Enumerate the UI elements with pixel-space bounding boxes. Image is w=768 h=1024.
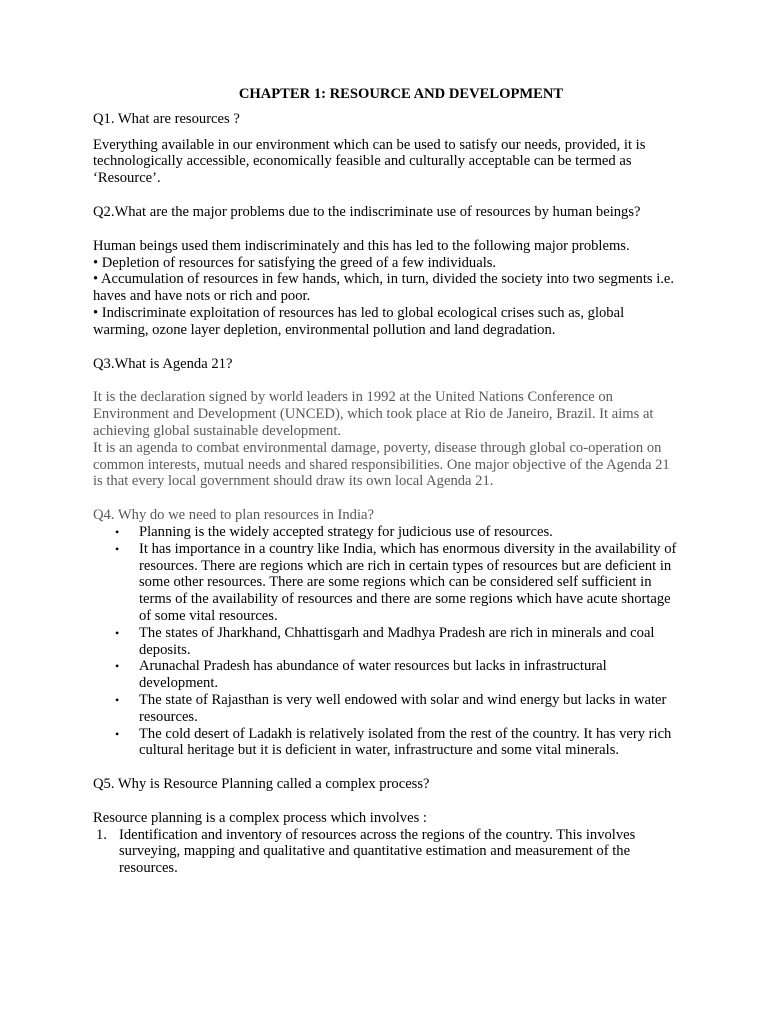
q3-question: Q3.What is Agenda 21?: [93, 355, 233, 372]
q5-intro: Resource planning is a complex process which involves :: [93, 809, 427, 826]
item-number: 1.: [96, 826, 107, 843]
chapter-title: CHAPTER 1: RESOURCE AND DEVELOPMENT: [238, 86, 564, 102]
list-item: • The state of Rajasthan is very well endowed with solar and wind energy but lacks in water resources.: [115, 691, 667, 725]
q5-numbered-list: [93, 827, 683, 877]
bullet-icon: •: [115, 692, 120, 707]
list-item: • Arunachal Pradesh has abundance of water resources but lacks in infrastructural development.: [115, 658, 607, 692]
list-item: • The cold desert of Ladakh is relatively isolated from the rest of the country. It has very rich cultural heritage but it is deficient in water, infrastructure and some vital minerals.: [115, 725, 672, 759]
q1-answer: Everything available in our environment which can be used to satisfy our needs, provided, it is technologically accessible, economically feasible and culturally acceptable can be termed as ‘Resource’.: [93, 136, 646, 187]
bullet-icon: •: [115, 625, 120, 640]
bullet-icon: •: [115, 659, 120, 674]
q2-question: Q2.What are the major problems due to the indiscriminate use of resources by human beings?: [93, 203, 641, 220]
q3-answer-1: It is the declaration signed by world leaders in 1992 at the United Nations Conference on Environment and Development (UNCED), which took place at Rio de Janeiro, Brazil. It aims at achieving global sustainable development.: [93, 389, 654, 439]
list-item: • The states of Jharkhand, Chhattisgarh and Madhya Pradesh are rich in minerals and coal deposits.: [115, 624, 655, 658]
bullet-icon: •: [115, 541, 120, 556]
bullet-icon: •: [115, 726, 120, 741]
list-item: 1. Identification and inventory of resources across the regions of the country. This involves surveying, mapping and qualitative and quantitative estimation and measurement of the resources.: [96, 826, 636, 877]
q2-point: • Depletion of resources for satisfying the greed of a few individuals.: [93, 254, 497, 271]
q3-answer-2: It is an agenda to combat environmental damage, poverty, disease through global co-operation on common interests, mutual needs and shared responsibilities. One major objective of the Agenda 21 is that every local government should draw its own local Agenda 21.: [93, 439, 670, 490]
document-page: [93, 86, 683, 877]
bullet-icon: •: [115, 524, 120, 539]
q5-question: Q5. Why is Resource Planning called a complex process?: [93, 776, 430, 793]
q2-point: • Indiscriminate exploitation of resources has led to global ecological crises such as, global warming, ozone layer depletion, environmental pollution and land degradation.: [93, 304, 625, 338]
list-item: • Planning is the widely accepted strategy for judicious use of resources.: [115, 523, 553, 540]
q2-point: • Accumulation of resources in few hands, which, in turn, divided the society into two segments i.e. haves and have nots or rich and poor.: [93, 271, 675, 305]
q1-question: Q1. What are resources ?: [93, 110, 240, 127]
list-item: • It has importance in a country like India, which has enormous diversity in the availability of resources. There are regions which are rich in certain types of resources but are deficient in some other resources. There are some regions which can be considered self sufficient in terms of the availability of resources and there are some regions which have acute shortage of some vital resources.: [115, 540, 677, 624]
q2-intro: Human beings used them indiscriminately and this has led to the following major problems.: [93, 237, 630, 254]
q4-bullet-list: [93, 524, 683, 759]
q4-question: Q4. Why do we need to plan resources in India?: [93, 507, 374, 524]
